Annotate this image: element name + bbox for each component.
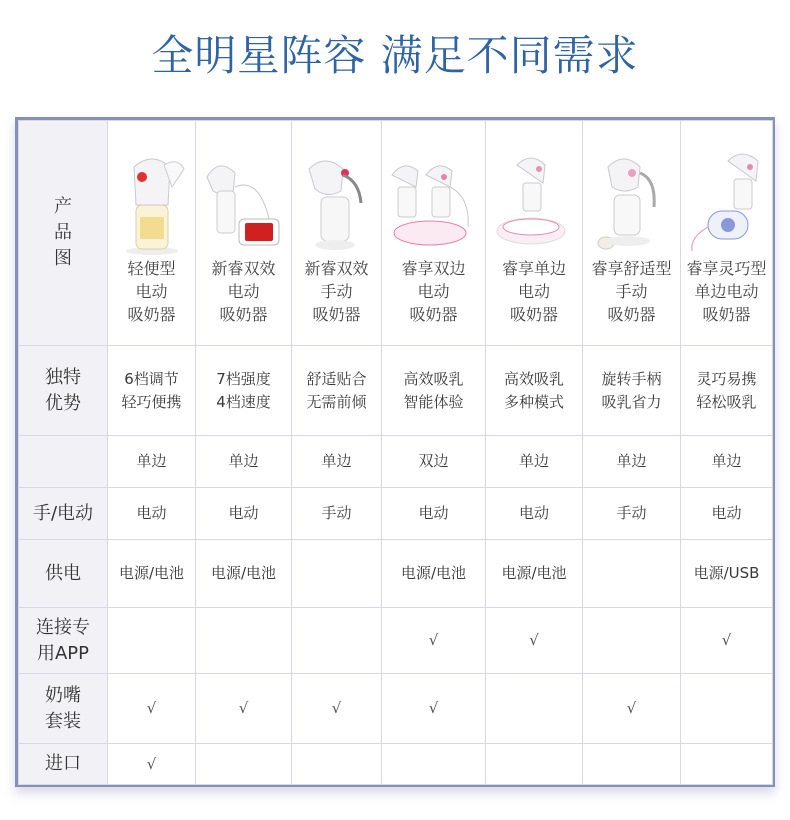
cell-text: 高效吸乳 智能体验 xyxy=(403,369,464,411)
cell-nipple-7 xyxy=(681,674,773,744)
row-import xyxy=(19,744,773,785)
cell-power-6 xyxy=(583,540,681,608)
cell-nipple-1 xyxy=(108,674,196,744)
cell-text: 单边 xyxy=(518,452,549,470)
cell-text: 电动 xyxy=(136,504,167,522)
cell-text: 电源/电池 xyxy=(400,564,467,582)
product-name: 睿享舒适型 手动 吸奶器 xyxy=(591,258,672,324)
cell-text: 灵巧易携 轻松吸乳 xyxy=(696,369,757,411)
cell-advantage-1 xyxy=(108,346,196,436)
cell-app-4 xyxy=(382,608,486,674)
cell-power-1 xyxy=(108,540,196,608)
cell-nipple-2 xyxy=(196,674,292,744)
header-power-label: 供电 xyxy=(45,562,81,584)
product-cell-6 xyxy=(583,121,681,346)
cell-side-6 xyxy=(583,436,681,488)
check-mark: √ xyxy=(428,631,439,649)
row-manual-electric xyxy=(19,488,773,540)
row-power xyxy=(19,540,773,608)
cell-app-6 xyxy=(583,608,681,674)
breast-pump-image xyxy=(108,125,195,257)
check-mark: √ xyxy=(331,699,342,717)
cell-text: 旋转手柄 吸乳省力 xyxy=(601,369,662,411)
cell-text: 电源/电池 xyxy=(118,564,185,582)
cell-text: 电动 xyxy=(418,504,449,522)
cell-text: 电动 xyxy=(711,504,742,522)
header-side xyxy=(19,436,108,488)
cell-text: 电源/电池 xyxy=(501,564,567,582)
cell-text: 单边 xyxy=(711,452,742,470)
cell-text: 电动 xyxy=(518,504,549,522)
product-cell-1 xyxy=(108,121,196,346)
cell-drive-6 xyxy=(583,488,681,540)
cell-text: 电源/USB xyxy=(693,564,760,582)
row-side xyxy=(19,436,773,488)
row-nipple-set xyxy=(19,674,773,744)
cell-text: 单边 xyxy=(228,452,259,470)
breast-pump-image xyxy=(196,125,291,257)
cell-drive-4 xyxy=(382,488,486,540)
cell-text: 6档调节 轻巧便携 xyxy=(121,369,182,411)
cell-import-1 xyxy=(108,744,196,785)
cell-side-1 xyxy=(108,436,196,488)
cell-drive-5 xyxy=(486,488,583,540)
cell-text: 舒适贴合 无需前倾 xyxy=(306,369,367,411)
product-cell-5 xyxy=(486,121,583,346)
cell-nipple-3 xyxy=(292,674,382,744)
check-mark: √ xyxy=(428,699,439,717)
cell-power-2 xyxy=(196,540,292,608)
cell-text: 7档强度 4档速度 xyxy=(216,369,271,411)
header-app-label: 连接专 用APP xyxy=(36,616,90,664)
cell-text: 电动 xyxy=(228,504,259,522)
product-name: 新睿双效 手动 吸奶器 xyxy=(304,258,369,324)
cell-import-4 xyxy=(382,744,486,785)
row-unique-advantage xyxy=(19,346,773,436)
cell-advantage-6 xyxy=(583,346,681,436)
cell-app-1 xyxy=(108,608,196,674)
cell-import-5 xyxy=(486,744,583,785)
product-name: 轻便型 电动 吸奶器 xyxy=(127,258,176,324)
header-product-image-label: 产 品 图 xyxy=(54,196,72,269)
product-cell-4 xyxy=(382,121,486,346)
cell-side-2 xyxy=(196,436,292,488)
product-name: 新睿双效 电动 吸奶器 xyxy=(211,258,276,324)
header-power xyxy=(19,540,108,608)
breast-pump-image xyxy=(382,125,485,257)
cell-drive-3 xyxy=(292,488,382,540)
cell-app-2 xyxy=(196,608,292,674)
cell-text: 单边 xyxy=(321,452,352,470)
breast-pump-image xyxy=(583,125,680,257)
page-title: 全明星阵容 满足不同需求 xyxy=(151,31,639,80)
cell-import-7 xyxy=(681,744,773,785)
cell-nipple-5 xyxy=(486,674,583,744)
product-name: 睿享双边 电动 吸奶器 xyxy=(401,258,466,324)
cell-power-5 xyxy=(486,540,583,608)
cell-nipple-6 xyxy=(583,674,681,744)
header-nipple xyxy=(19,674,108,744)
breast-pump-image xyxy=(292,125,381,257)
cell-power-3 xyxy=(292,540,382,608)
header-manual-electric-label: 手/电动 xyxy=(32,502,94,524)
cell-app-7 xyxy=(681,608,773,674)
cell-text: 双边 xyxy=(418,452,449,470)
cell-drive-2 xyxy=(196,488,292,540)
cell-power-4 xyxy=(382,540,486,608)
cell-advantage-7 xyxy=(681,346,773,436)
product-cell-7 xyxy=(681,121,773,346)
cell-import-3 xyxy=(292,744,382,785)
cell-app-5 xyxy=(486,608,583,674)
cell-side-3 xyxy=(292,436,382,488)
cell-text: 电源/电池 xyxy=(210,564,277,582)
row-product-image xyxy=(19,121,773,346)
check-mark: √ xyxy=(146,699,157,717)
cell-side-7 xyxy=(681,436,773,488)
cell-side-4 xyxy=(382,436,486,488)
cell-text: 手动 xyxy=(321,504,352,522)
check-mark: √ xyxy=(529,631,539,649)
breast-pump-image xyxy=(681,125,772,257)
row-app xyxy=(19,608,773,674)
check-mark: √ xyxy=(238,699,249,717)
product-name: 睿享单边 电动 吸奶器 xyxy=(501,258,566,324)
cell-nipple-4 xyxy=(382,674,486,744)
cell-side-5 xyxy=(486,436,583,488)
cell-advantage-2 xyxy=(196,346,292,436)
cell-advantage-3 xyxy=(292,346,382,436)
product-name: 睿享灵巧型 单边电动 吸奶器 xyxy=(686,258,767,324)
cell-drive-7 xyxy=(681,488,773,540)
breast-pump-image xyxy=(486,125,582,257)
header-unique xyxy=(19,346,108,436)
cell-advantage-5 xyxy=(486,346,583,436)
header-app xyxy=(19,608,108,674)
check-mark: √ xyxy=(146,754,157,773)
cell-app-3 xyxy=(292,608,382,674)
header-nipple-label: 奶嘴 套装 xyxy=(45,684,81,732)
product-cell-2 xyxy=(196,121,292,346)
header-manual-electric xyxy=(19,488,108,540)
cell-text: 手动 xyxy=(616,504,647,522)
cell-text: 单边 xyxy=(136,452,167,470)
cell-text: 单边 xyxy=(616,452,647,470)
check-mark: √ xyxy=(721,631,732,649)
cell-power-7 xyxy=(681,540,773,608)
header-import xyxy=(19,744,108,785)
header-import-label: 进口 xyxy=(45,753,81,774)
comparison-table xyxy=(15,117,775,787)
cell-text: 高效吸乳 多种模式 xyxy=(503,369,564,411)
cell-advantage-4 xyxy=(382,346,486,436)
check-mark: √ xyxy=(626,699,637,717)
cell-drive-1 xyxy=(108,488,196,540)
header-unique-label: 独特 优势 xyxy=(45,366,81,414)
header-product-image xyxy=(19,121,108,346)
cell-import-6 xyxy=(583,744,681,785)
cell-import-2 xyxy=(196,744,292,785)
product-cell-3 xyxy=(292,121,382,346)
